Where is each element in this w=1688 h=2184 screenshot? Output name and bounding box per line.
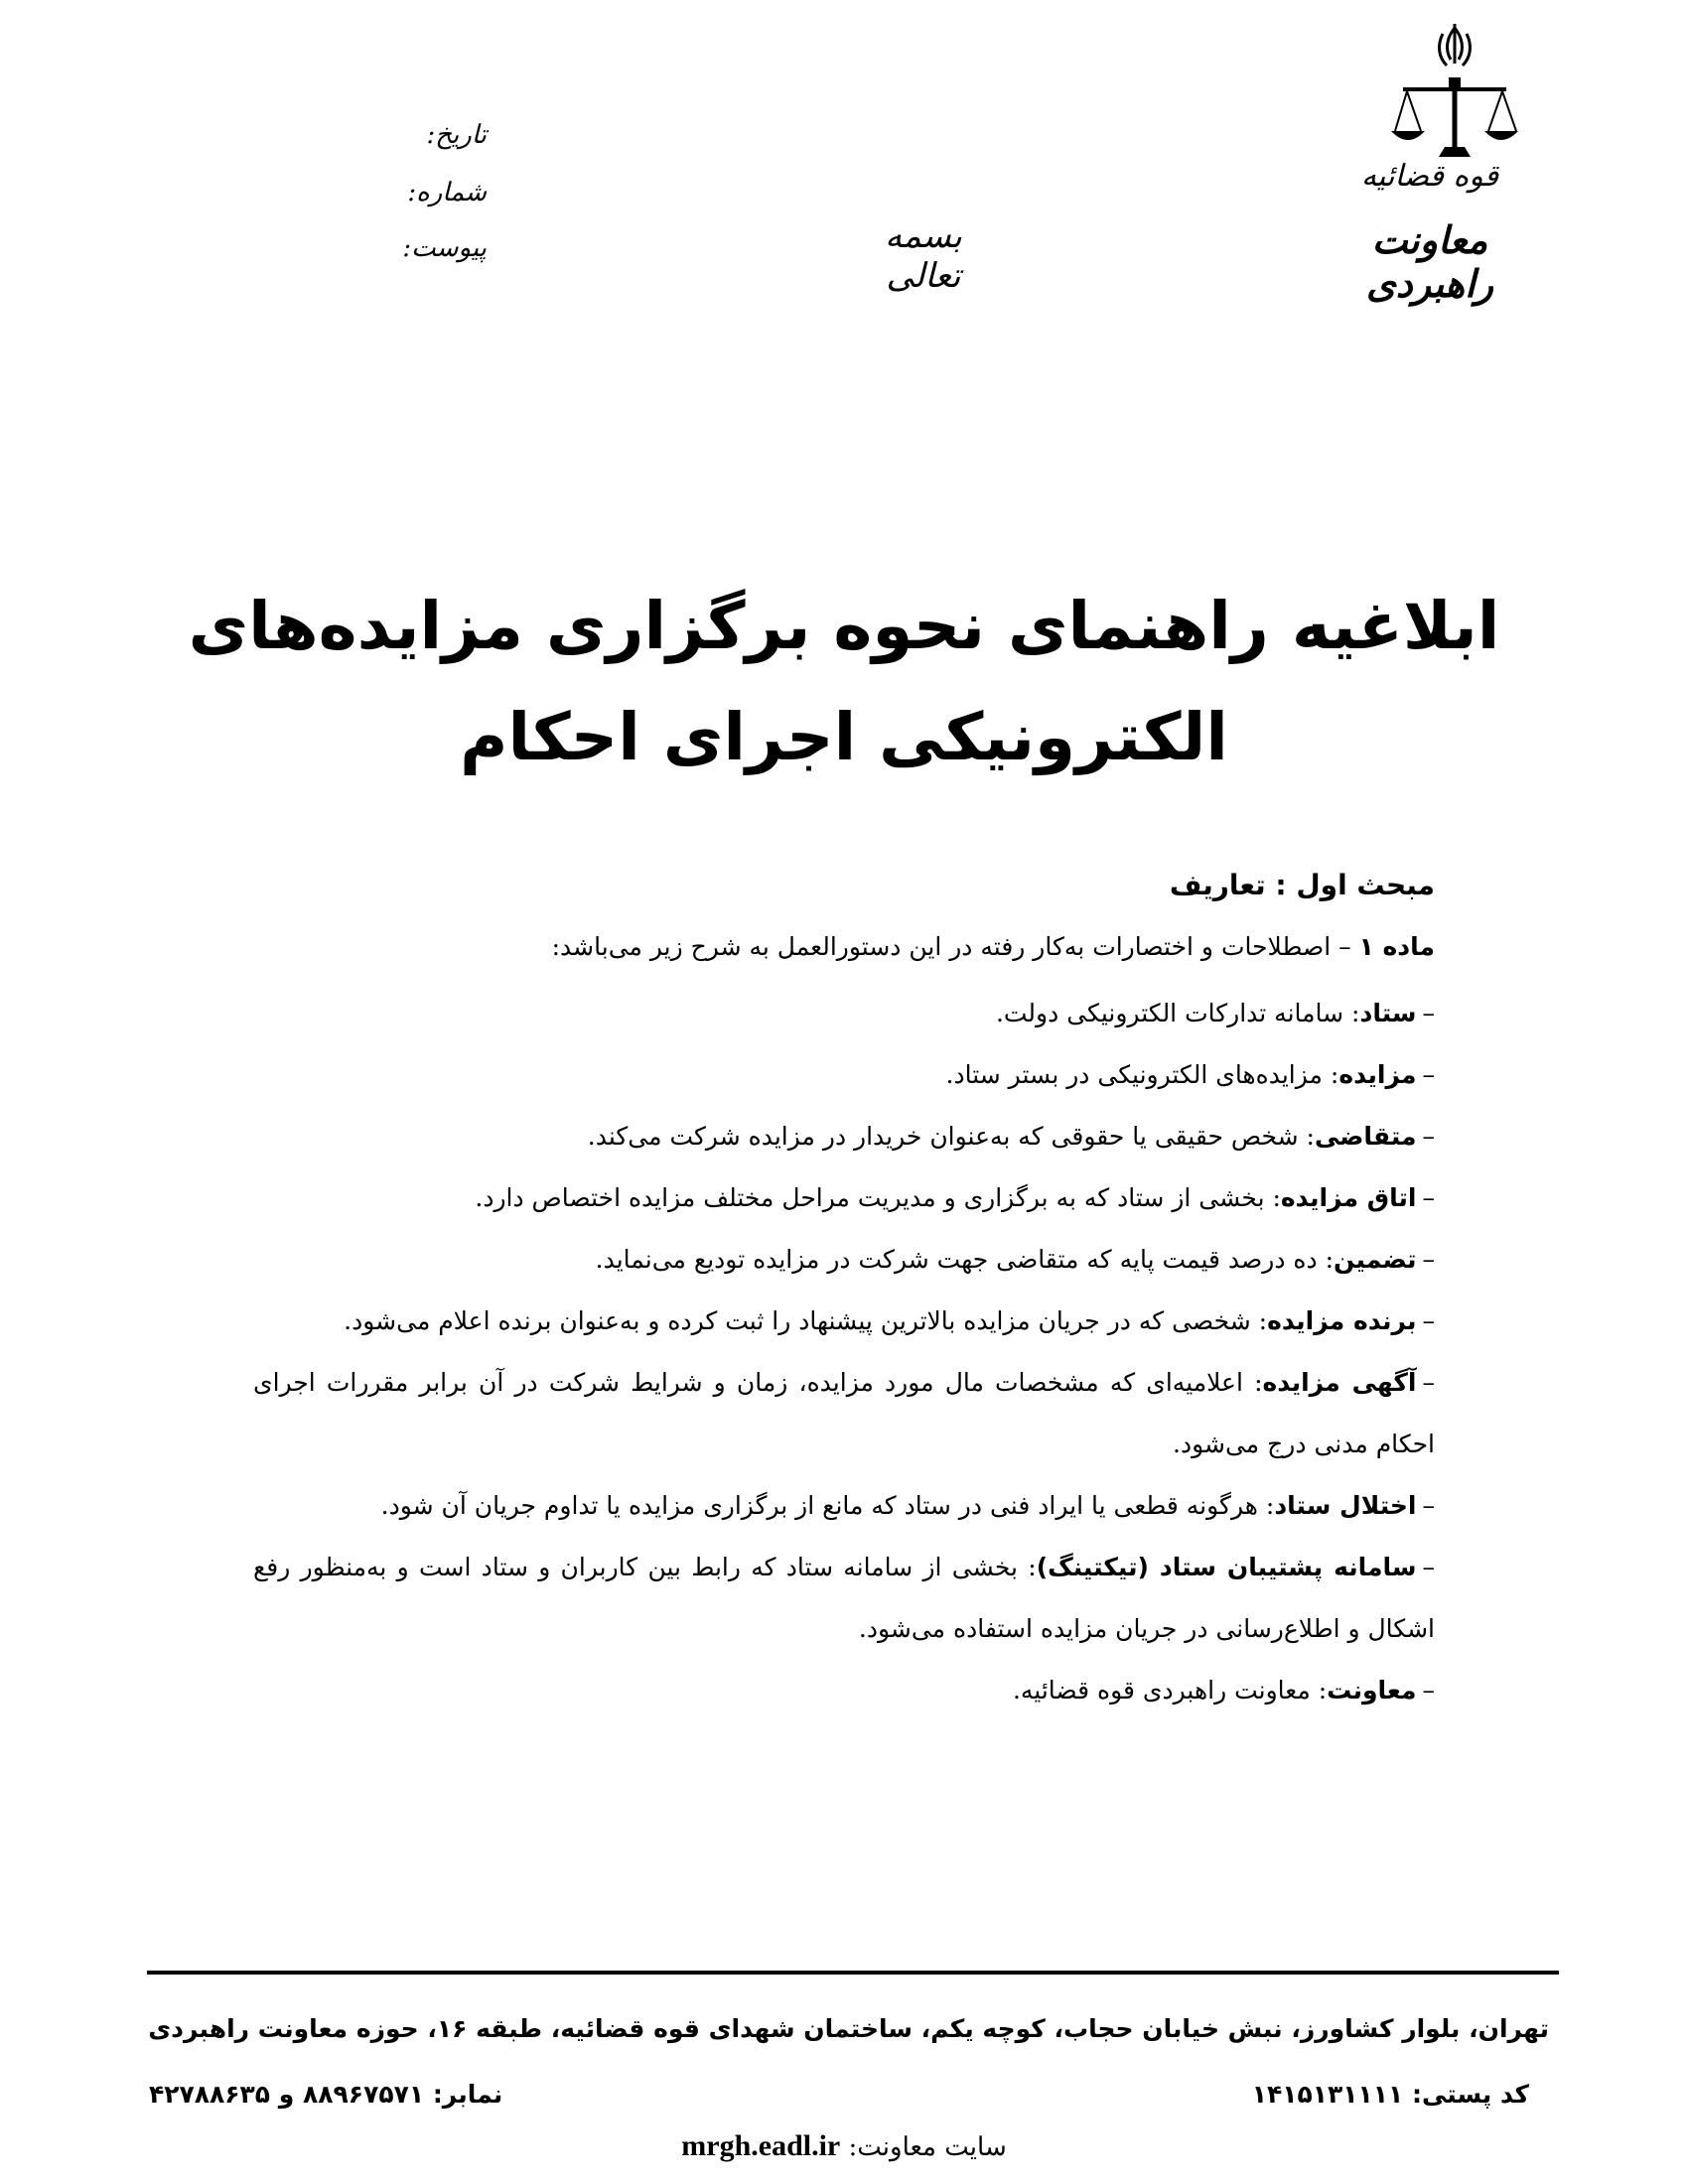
definition-item: –معاونت: معاونت راهبردی قوه قضائیه. bbox=[1012, 1676, 1435, 1705]
definition-text: : شخص حقیقی یا حقوقی که به‌عنوان خریدار در مزایده شرکت می‌کند. bbox=[587, 1122, 1315, 1151]
definition-term: تضمین bbox=[1334, 1245, 1417, 1274]
footer-website bbox=[596, 2124, 1092, 2169]
definition-term: آگهی مزایده bbox=[1262, 1368, 1417, 1397]
definition-text: : مزایده‌های الکترونیکی در بستر ستاد. bbox=[945, 1060, 1339, 1089]
number-label: شماره: bbox=[407, 178, 487, 207]
org-name: قوه قضائیه bbox=[1360, 159, 1499, 194]
definition-text: : معاونت راهبردی قوه قضائیه. bbox=[1012, 1676, 1328, 1705]
title-line-1: ابلاغیه راهنمای نحوه برگزاری مزایده‌های bbox=[188, 588, 1500, 664]
date-label: تاریخ: bbox=[426, 120, 487, 150]
org-subdivision: معاونت راهبردی bbox=[1365, 217, 1494, 306]
definition-term: اختلال ستاد bbox=[1274, 1491, 1417, 1520]
definition-text: : اعلامیه‌ای که مشخصات مال مورد مزایده، زمان و شرایط شرکت در آن برابر مقررات اجرای احکام مدنی درج می‌شود. bbox=[253, 1368, 1435, 1458]
definition-term: سامانه پشتیبان ستاد (تیکتینگ) bbox=[1036, 1553, 1417, 1581]
invocation-heading: بسمه تعالی bbox=[885, 216, 962, 296]
attachment-label: پیوست: bbox=[402, 233, 487, 263]
definition-item: –برنده مزایده: شخصی که در جریان مزایده بالاترین پیشنهاد را ثبت کرده و به‌عنوان برنده اعلام می‌شود. bbox=[344, 1306, 1435, 1335]
article-text: – اصطلاحات و اختصارات به‌کار رفته در این دستورالعمل به شرح زیر می‌باشد: bbox=[551, 932, 1359, 961]
definition-term: اتاق مزایده bbox=[1280, 1183, 1417, 1212]
judiciary-scales-emblem-icon bbox=[1385, 20, 1524, 169]
document-body bbox=[253, 862, 1435, 1721]
definition-item: –متقاضی: شخص حقیقی یا حقوقی که به‌عنوان خریدار در مزایده شرکت می‌کند. bbox=[587, 1122, 1435, 1151]
footer-address: تهران، بلوار کشاورز، نبش خیابان حجاب، کوچه یکم، ساختمان شهدای قوه قضائیه، طبقه ۱۶، حوزه معاونت راهبردی bbox=[148, 2014, 1549, 2043]
definition-term: ستاد bbox=[1359, 999, 1417, 1027]
definition-text: : سامانه تدارکات الکترونیکی دولت. bbox=[995, 999, 1360, 1027]
footer-website-link[interactable]: mrgh.eadl.ir bbox=[681, 2129, 841, 2162]
definition-text: : ده درصد قیمت پایه که متقاضی جهت شرکت در مزایده تودیع می‌نماید. bbox=[595, 1245, 1335, 1274]
definition-item: –اتاق مزایده: بخشی از ستاد که به برگزاری و مدیریت مراحل مختلف مزایده اختصاص دارد. bbox=[475, 1183, 1435, 1212]
definition-text: : هرگونه قطعی یا ایراد فنی در ستاد که مانع از برگزاری مزایده یا تداوم جریان آن شود. bbox=[380, 1491, 1275, 1520]
footer-website-label: سایت معاونت: bbox=[840, 2132, 1007, 2162]
definition-item: –ستاد: سامانه تدارکات الکترونیکی دولت. bbox=[995, 999, 1435, 1027]
article-intro bbox=[253, 923, 1435, 971]
article-number: ماده ۱ bbox=[1358, 932, 1435, 961]
definition-term: برنده مزایده bbox=[1267, 1306, 1417, 1335]
definition-item: –آگهی مزایده: اعلامیه‌ای که مشخصات مال مورد مزایده، زمان و شرایط شرکت در آن برابر مقررات اجرای احکام مدنی درج می‌شود. bbox=[253, 1368, 1435, 1458]
footer-postal-code: کد پستی: ۱۴۱۵۱۳۱۱۱۱ bbox=[1251, 2080, 1529, 2109]
footer-fax: نمابر: ۸۸۹۶۷۵۷۱ و ۴۲۷۸۸۶۳۵ bbox=[149, 2080, 503, 2109]
footer-divider bbox=[147, 1971, 1559, 1975]
title-line-2: الکترونیکی اجرای احکام bbox=[460, 699, 1228, 775]
definition-text: : بخشی از ستاد که به برگزاری و مدیریت مراحل مختلف مزایده اختصاص دارد. bbox=[475, 1183, 1281, 1212]
definition-term: متقاضی bbox=[1314, 1122, 1417, 1151]
section-heading: مبحث اول : تعاریف bbox=[1169, 869, 1435, 901]
definition-text: : بخشی از سامانه ستاد که رابط بین کاربران و ستاد است و به‌منظور رفع اشکال و اطلاع‌رسانی در جریان مزایده استفاده می‌شود. bbox=[253, 1553, 1435, 1643]
definition-item: –تضمین: ده درصد قیمت پایه که متقاضی جهت شرکت در مزایده تودیع می‌نماید. bbox=[595, 1245, 1435, 1274]
definition-item: –سامانه پشتیبان ستاد (تیکتینگ): بخشی از سامانه ستاد که رابط بین کاربران و ستاد است و به‌منظور رفع اشکال و اطلاع‌رسانی در جریان مزایده استفاده می‌شود. bbox=[253, 1553, 1436, 1643]
definition-term: مزایده bbox=[1338, 1060, 1417, 1089]
definition-item: –مزایده: مزایده‌های الکترونیکی در بستر ستاد. bbox=[945, 1060, 1435, 1089]
definition-item: –اختلال ستاد: هرگونه قطعی یا ایراد فنی در ستاد که مانع از برگزاری مزایده یا تداوم جریان آن شود. bbox=[380, 1491, 1435, 1520]
document-title bbox=[149, 571, 1539, 793]
definition-text: : شخصی که در جریان مزایده بالاترین پیشنهاد را ثبت کرده و به‌عنوان برنده اعلام می‌شود. bbox=[344, 1306, 1268, 1335]
definition-term: معاونت bbox=[1327, 1676, 1417, 1705]
